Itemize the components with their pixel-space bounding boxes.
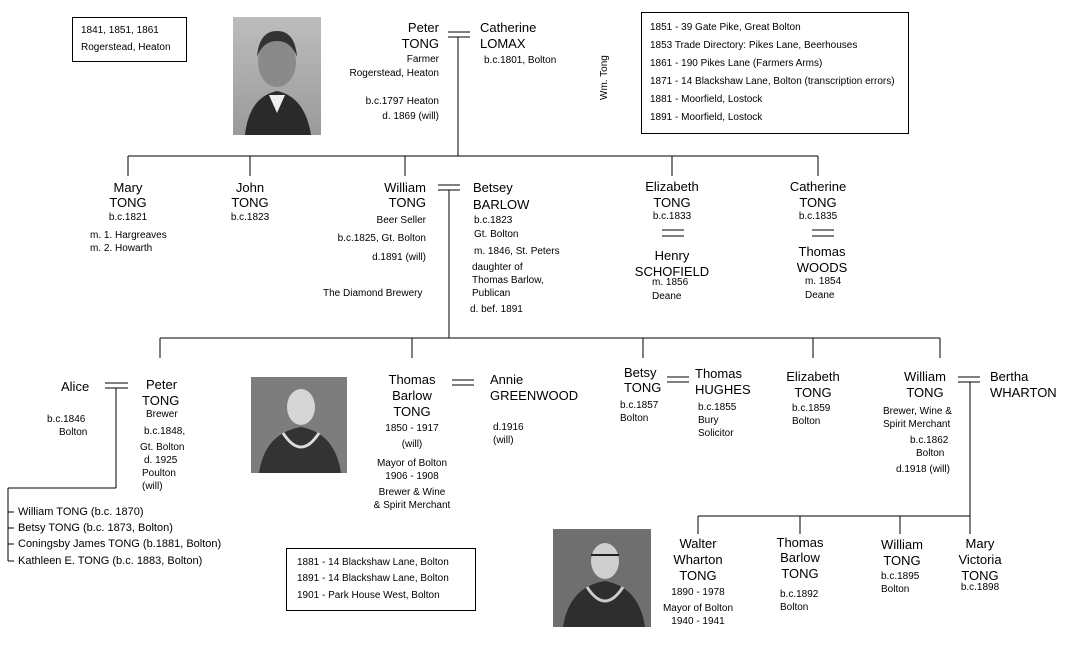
address-line: 1861 - 190 Pikes Lane (Farmers Arms) [650, 58, 823, 69]
gen4-mary-name: Mary [965, 536, 995, 551]
william-addresses-label: Wm. Tong [599, 55, 610, 100]
gen3-thomas-hughes-detail: b.c.1855 [698, 402, 737, 413]
address-line: 1891 - Moorfield, Lostock [650, 112, 763, 123]
portrait-thomas-barlow-tong [251, 377, 347, 473]
gen3-peter-detail: Poulton [142, 468, 176, 479]
gen2-betsey-detail: Gt. Bolton [474, 229, 519, 240]
gen2-william-last: TONG [388, 195, 426, 210]
gen3-annie-detail: d.1916 [493, 422, 524, 433]
gen3-thomas-hughes-last: HUGHES [695, 382, 751, 397]
gen3-william-first: William [904, 369, 946, 384]
portrait-peter-tong [233, 17, 321, 135]
gen3-william-detail: Bolton [916, 448, 945, 459]
gen3-elizabeth-first: Elizabeth [786, 369, 840, 384]
gen3-betsy-first: Betsy [624, 365, 657, 380]
address-line: 1871 - 14 Blackshaw Lane, Bolton (transcription errors) [650, 76, 895, 87]
gen3-peter-detail: Brewer [146, 409, 178, 420]
gen1-peter-detail: d. 1869 (will) [382, 111, 439, 122]
gen2-william-detail: b.c.1825, Gt. Bolton [337, 233, 426, 244]
gen2-william-detail: Beer Seller [376, 215, 426, 226]
gen4-william-name: William [881, 537, 923, 552]
gen2-thomas-woods-first: Thomas [798, 244, 846, 259]
gen3-bertha-first: Bertha [990, 369, 1029, 384]
census-note-box [72, 17, 187, 62]
gen1-peter-last: TONG [401, 36, 439, 51]
gen3-elizabeth-detail: b.c.1859 [792, 403, 831, 414]
gen2-thomas-woods-detail: Deane [805, 290, 835, 301]
gen3-thomas-detail: 1906 - 1908 [385, 471, 439, 482]
gen1-catherine-detail: b.c.1801, Bolton [484, 55, 557, 66]
gen3-peter-child: William TONG (b.c. 1870) [18, 506, 144, 518]
gen2-betsey-detail: Publican [472, 288, 511, 299]
gen3-betsy-detail: b.c.1857 [620, 400, 659, 411]
gen4-mary-detail: b.c.1898 [960, 582, 1000, 593]
gen1-peter-detail: b.c.1797 Heaton [365, 96, 439, 107]
gen3-annie-last: GREENWOOD [490, 388, 579, 403]
gen3-thomas-name: Barlow [392, 388, 432, 403]
gen3-peter-detail: (will) [142, 481, 163, 492]
gen2-mary-marriage: m. 1. Hargreaves [90, 230, 167, 241]
gen2-mary-last: TONG [109, 195, 147, 210]
gen2-elizabeth-born: b.c.1833 [652, 211, 692, 222]
gen3-peter-detail: Gt. Bolton [140, 442, 185, 453]
gen3-peter-detail: b.c.1848, [144, 426, 186, 437]
gen3-annie-detail: (will) [493, 435, 514, 446]
gen4-william-detail: b.c.1895 [881, 571, 920, 582]
gen3-peter-detail: d. 1925 [144, 455, 178, 466]
gen3-peter-child: Kathleen E. TONG (b.c. 1883, Bolton) [18, 555, 203, 567]
gen2-betsey-detail: d. bef. 1891 [470, 304, 523, 315]
gen4-william-name: TONG [883, 553, 921, 568]
gen3-peter-child: Coningsby James TONG (b.1881, Bolton) [18, 538, 222, 550]
gen2-henry-detail: Deane [652, 291, 682, 302]
gen2-mary-first: Mary [113, 180, 143, 195]
gen3-thomas-hughes-detail: Bury [698, 415, 719, 426]
gen3-william-detail: b.c.1862 [910, 435, 949, 446]
gen3-thomas-detail: & Spirit Merchant [373, 500, 451, 511]
gen3-thomas-hughes-detail: Solicitor [698, 428, 734, 439]
gen4-walter-detail: Mayor of Bolton [662, 603, 734, 614]
gen3-annie-first: Annie [490, 372, 524, 387]
gen4-walter-detail: 1890 - 1978 [671, 587, 725, 598]
gen2-catherine-born: b.c.1835 [798, 211, 838, 222]
gen2-mary-born: b.c.1821 [108, 212, 148, 223]
gen4-walter-name: TONG [679, 568, 717, 583]
gen1-peter-detail: Rogerstead, Heaton [349, 68, 439, 79]
gen1-peter-detail: Farmer [406, 54, 439, 65]
gen4-thomas-detail: Bolton [780, 602, 809, 613]
gen3-thomas-detail: Mayor of Bolton [376, 458, 448, 469]
address-line: 1851 - 39 Gate Pike, Great Bolton [650, 22, 801, 33]
gen2-catherine-first: Catherine [789, 179, 847, 194]
gen4-thomas-name: Thomas [776, 535, 824, 550]
gen2-mary-marriage: m. 2. Howarth [90, 243, 153, 254]
gen1-catherine-first: Catherine [480, 20, 537, 35]
gen1-peter-first: Peter [407, 20, 439, 35]
gen3-peter-child: Betsy TONG (b.c. 1873, Bolton) [18, 522, 173, 534]
gen2-betsey-detail: daughter of [472, 262, 523, 273]
gen2-elizabeth-first: Elizabeth [645, 179, 699, 194]
gen2-john-last: TONG [231, 195, 269, 210]
gen2-betsey-detail: b.c.1823 [474, 215, 513, 226]
gen2-thomas-woods-last: WOODS [796, 260, 848, 275]
gen3-betsy-last: TONG [624, 380, 662, 395]
gen4-walter-detail: 1940 - 1941 [671, 616, 725, 627]
gen3-thomas-name: Thomas [388, 372, 436, 387]
gen2-elizabeth-last: TONG [653, 195, 691, 210]
gen2-betsey-detail: m. 1846, St. Peters [474, 246, 560, 257]
gen3-william-last: TONG [906, 385, 944, 400]
gen2-thomas-woods-detail: m. 1854 [805, 276, 842, 287]
gen3-alice-detail: b.c.1846 [47, 414, 86, 425]
william-addresses-box [641, 12, 909, 134]
gen2-betsey-detail: Thomas Barlow, [472, 275, 544, 286]
gen3-alice-first: Alice [61, 379, 90, 394]
gen1-catherine-last: LOMAX [480, 36, 526, 51]
gen3-thomas-detail: 1850 - 1917 [385, 423, 439, 434]
address-line: 1901 - Park House West, Bolton [297, 590, 440, 601]
gen4-thomas-name: TONG [781, 566, 819, 581]
thomas-addresses-box [286, 548, 476, 611]
gen3-william-detail: Brewer, Wine & [883, 406, 952, 417]
census-note-line: 1841, 1851, 1861 [81, 25, 159, 36]
gen4-walter-name: Walter [679, 536, 717, 551]
address-line: 1881 - 14 Blackshaw Lane, Bolton [297, 557, 449, 568]
gen3-peter-first: Peter [146, 377, 178, 392]
gen2-henry-first: Henry [654, 248, 690, 263]
gen3-thomas-name: TONG [393, 404, 431, 419]
gen2-henry-detail: m. 1856 [652, 277, 689, 288]
gen2-betsey-first: Betsey [473, 180, 513, 195]
gen3-thomas-detail: Brewer & Wine [378, 487, 446, 498]
gen3-betsy-detail: Bolton [620, 413, 649, 424]
portrait-walter-wharton-tong [553, 529, 651, 627]
gen4-thomas-name: Barlow [780, 550, 820, 565]
address-line: 1891 - 14 Blackshaw Lane, Bolton [297, 573, 449, 584]
gen2-catherine-last: TONG [799, 195, 837, 210]
gen3-peter-last: TONG [142, 393, 180, 408]
gen3-alice-detail: Bolton [59, 427, 88, 438]
gen4-william-detail: Bolton [881, 584, 910, 595]
gen3-thomas-detail: (will) [401, 439, 423, 450]
gen3-elizabeth-detail: Bolton [792, 416, 821, 427]
gen4-mary-name: TONG [961, 568, 999, 583]
address-line: 1881 - Moorfield, Lostock [650, 94, 763, 105]
gen3-william-detail: d.1918 (will) [896, 464, 950, 475]
gen3-thomas-hughes-first: Thomas [695, 366, 742, 381]
gen4-thomas-detail: b.c.1892 [780, 589, 819, 600]
census-note-line: Rogerstead, Heaton [81, 42, 171, 53]
gen2-william-first: William [384, 180, 426, 195]
gen3-william-detail: Spirit Merchant [883, 419, 951, 430]
gen3-elizabeth-last: TONG [794, 385, 832, 400]
gen3-bertha-last: WHARTON [990, 385, 1057, 400]
address-line: 1853 Trade Directory: Pikes Lane, Beerhouses [650, 40, 858, 51]
gen2-william-note: The Diamond Brewery [323, 288, 423, 299]
gen2-william-detail: d.1891 (will) [372, 252, 426, 263]
gen2-henry-last: SCHOFIELD [634, 264, 710, 279]
gen2-betsey-last: BARLOW [473, 197, 530, 212]
gen2-john-first: John [235, 180, 265, 195]
gen4-walter-name: Wharton [673, 552, 723, 567]
gen2-john-born: b.c.1823 [230, 212, 270, 223]
gen4-mary-name: Victoria [958, 552, 1002, 567]
